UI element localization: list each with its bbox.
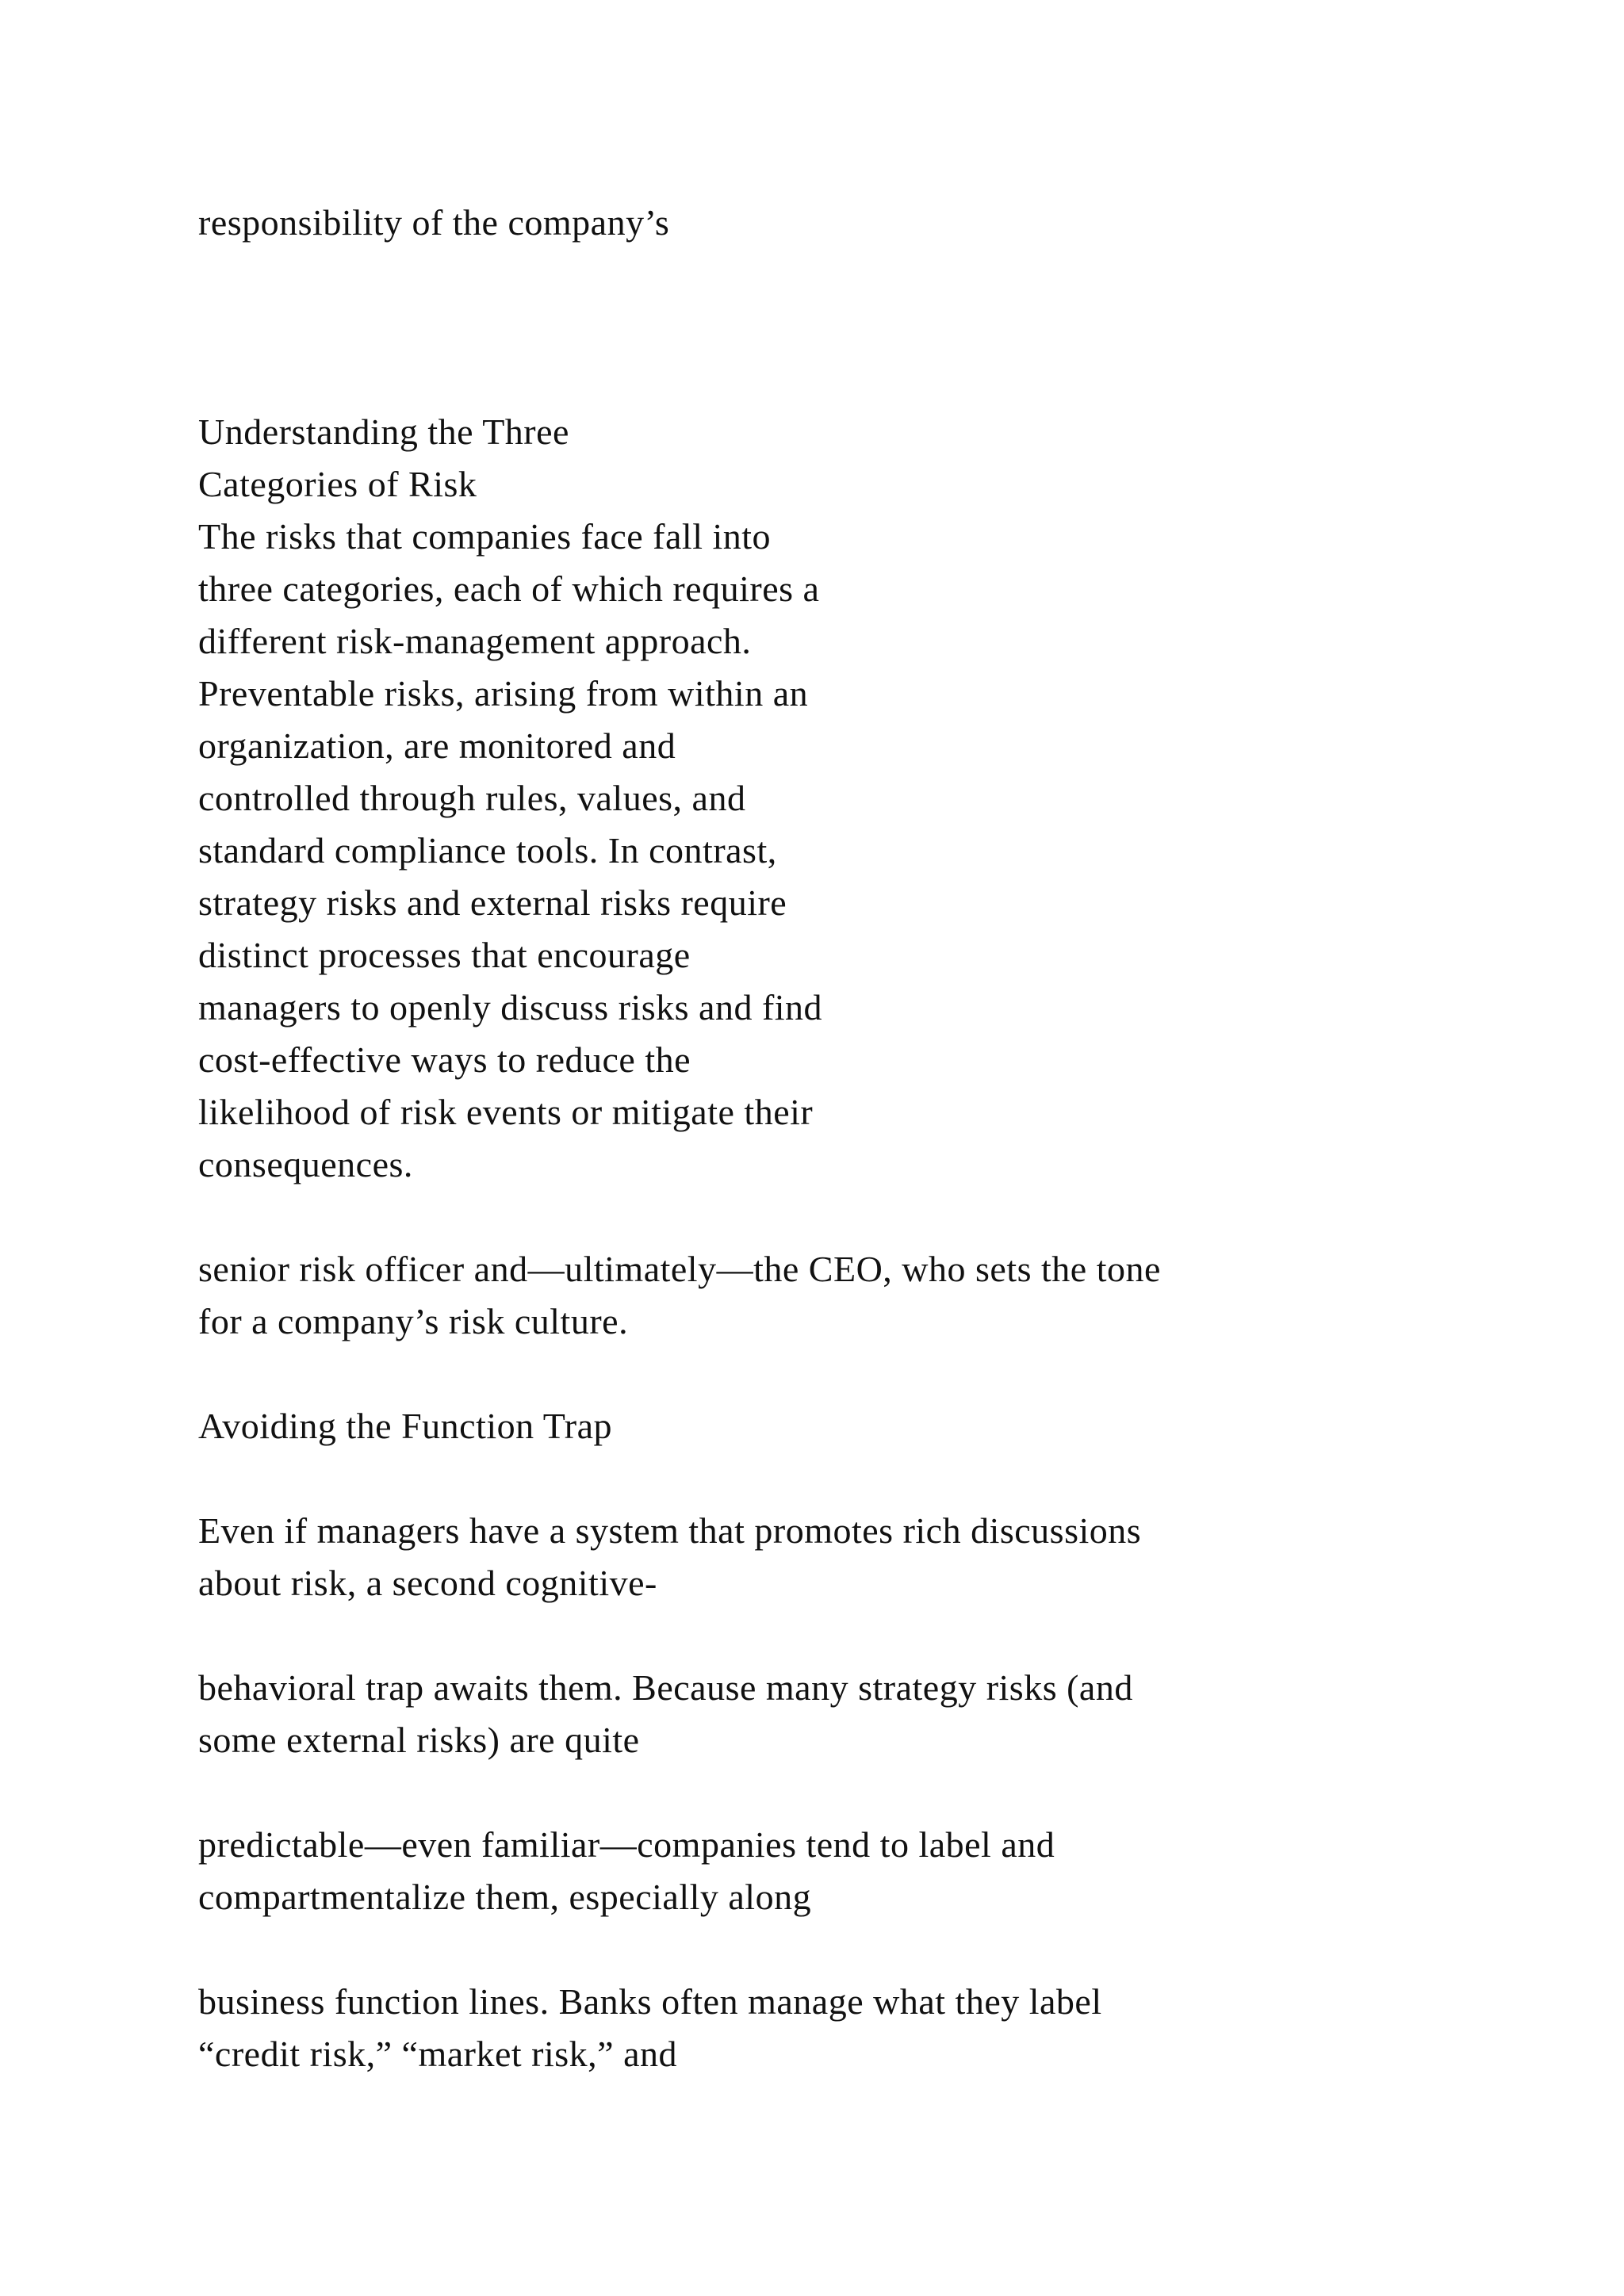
text-line: likelihood of risk events or mitigate their <box>198 1092 814 1132</box>
section-heading-line: Categories of Risk <box>198 464 477 504</box>
text-line: distinct processes that encourage <box>198 935 691 975</box>
text-line: consequences. <box>198 1144 413 1184</box>
text-line: Even if managers have a system that promotes rich discussions <box>198 1510 1142 1551</box>
text-line: some external risks) are quite <box>198 1720 640 1760</box>
text-line: for a company’s risk culture. <box>198 1301 629 1341</box>
text-line: business function lines. Banks often manage what they label <box>198 1981 1102 2022</box>
text-line: “credit risk,” “market risk,” and <box>198 2034 678 2074</box>
text-line: three categories, each of which requires a <box>198 568 820 609</box>
text-line: behavioral trap awaits them. Because many strategy risks (and <box>198 1667 1133 1708</box>
section-heading-line: Avoiding the Function Trap <box>198 1406 613 1446</box>
text-line: standard compliance tools. In contrast, <box>198 830 777 871</box>
text-line: controlled through rules, values, and <box>198 778 746 818</box>
text-line: senior risk officer and—ultimately—the CEO, who sets the tone <box>198 1249 1161 1289</box>
text-line: predictable—even familiar—companies tend to label and <box>198 1824 1055 1865</box>
text-line: Preventable risks, arising from within an <box>198 673 809 714</box>
text-line: about risk, a second cognitive- <box>198 1563 657 1603</box>
text-line: strategy risks and external risks require <box>198 882 787 923</box>
text-line: managers to openly discuss risks and find <box>198 987 823 1027</box>
section-heading-line: Understanding the Three <box>198 411 569 452</box>
text-line: different risk-management approach. <box>198 621 752 661</box>
text-line: compartmentalize them, especially along <box>198 1877 812 1917</box>
text-line: cost-effective ways to reduce the <box>198 1039 691 1080</box>
text-line: The risks that companies face fall into <box>198 516 772 557</box>
text-line: organization, are monitored and <box>198 725 676 766</box>
text-line: responsibility of the company’s <box>198 202 670 243</box>
